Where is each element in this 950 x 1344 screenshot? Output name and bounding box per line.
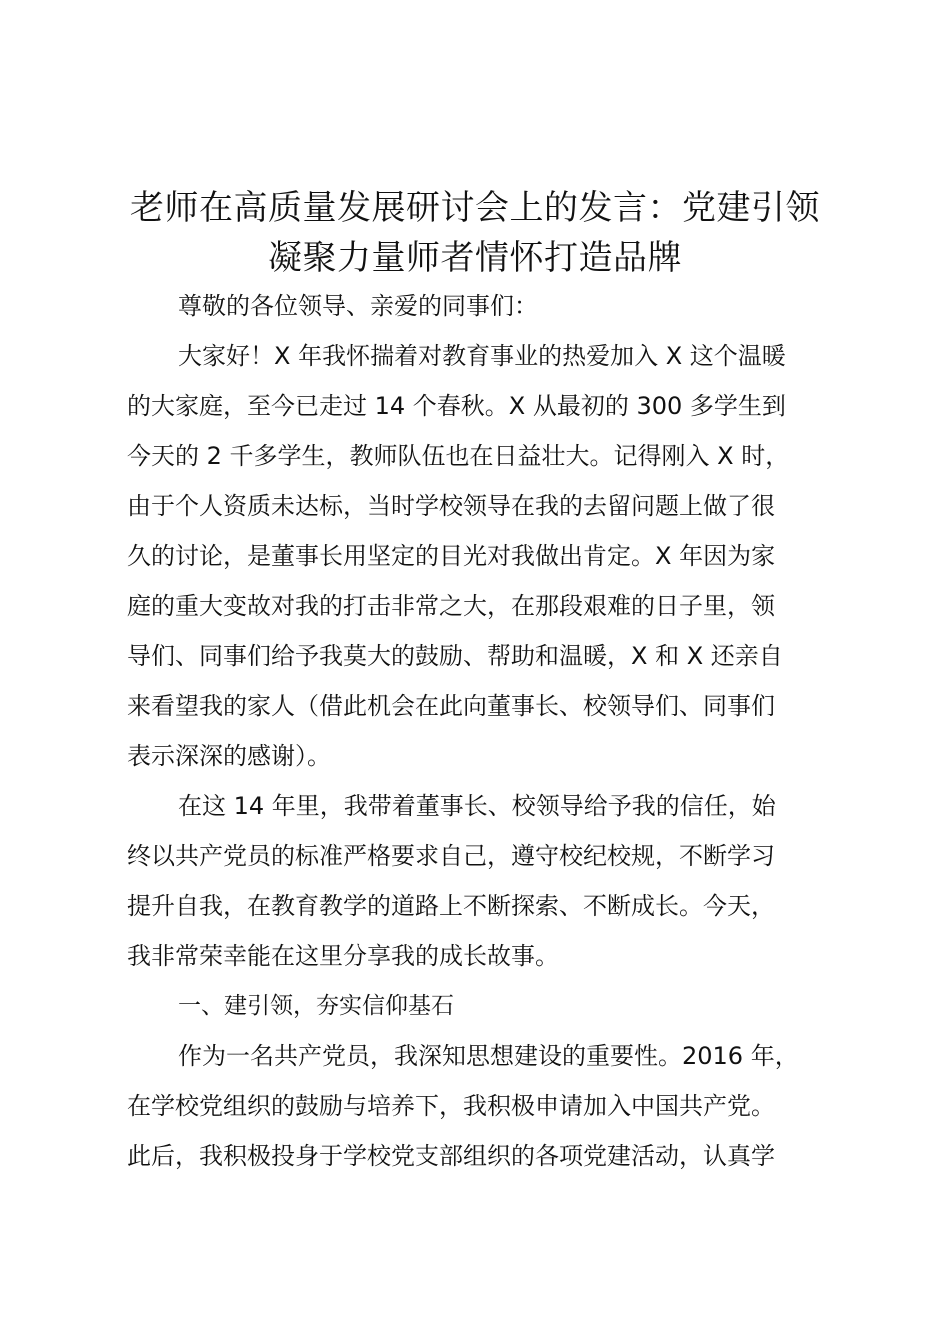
paragraph-line: 在学校党组织的鼓励与培养下，我积极申请加入中国共产党。 [127, 1092, 775, 1120]
paragraph-line: 久的讨论，是董事长用坚定的目光对我做出肯定。X 年因为家 [127, 542, 776, 570]
paragraph-line: 表示深深的感谢）。 [127, 742, 331, 770]
paragraph-line: 的大家庭，至今已走过 14 个春秋。X 从最初的 300 多学生到 [127, 392, 786, 420]
paragraph-line: 提升自我，在教育教学的道路上不断探索、不断成长。今天， [127, 892, 775, 920]
paragraph-line: 我非常荣幸能在这里分享我的成长故事。 [127, 942, 559, 970]
paragraph-line: 大家好！X 年我怀揣着对教育事业的热爱加入 X 这个温暖 [178, 342, 786, 370]
title-line-1: 老师在高质量发展研讨会上的发言：党建引领 [130, 188, 820, 228]
paragraph-line: 终以共产党员的标准严格要求自己，遵守校纪校规，不断学习 [127, 842, 775, 870]
paragraph-line: 作为一名共产党员，我深知思想建设的重要性。2016 年， [178, 1042, 799, 1070]
paragraph-line: 来看望我的家人（借此机会在此向董事长、校领导们、同事们 [127, 692, 775, 720]
paragraph-line: 在这 14 年里，我带着董事长、校领导给予我的信任，始 [178, 792, 776, 820]
document-title [100, 183, 850, 283]
title-line-2: 凝聚力量师者情怀打造品牌 [268, 238, 682, 278]
salutation: 尊敬的各位领导、亲爱的同事们： [178, 292, 538, 320]
document-body [127, 281, 847, 1181]
paragraph-line: 由于个人资质未达标，当时学校领导在我的去留问题上做了很 [127, 492, 775, 520]
paragraph-line: 今天的 2 千多学生，教师队伍也在日益壮大。记得刚入 X 时， [127, 442, 790, 470]
section-heading: 一、建引领，夯实信仰基石 [178, 993, 454, 1019]
paragraph-line: 庭的重大变故对我的打击非常之大，在那段艰难的日子里，领 [127, 592, 775, 620]
paragraph-line: 此后，我积极投身于学校党支部组织的各项党建活动，认真学 [127, 1142, 775, 1170]
paragraph-line: 导们、同事们给予我莫大的鼓励、帮助和温暖，X 和 X 还亲自 [127, 642, 783, 670]
